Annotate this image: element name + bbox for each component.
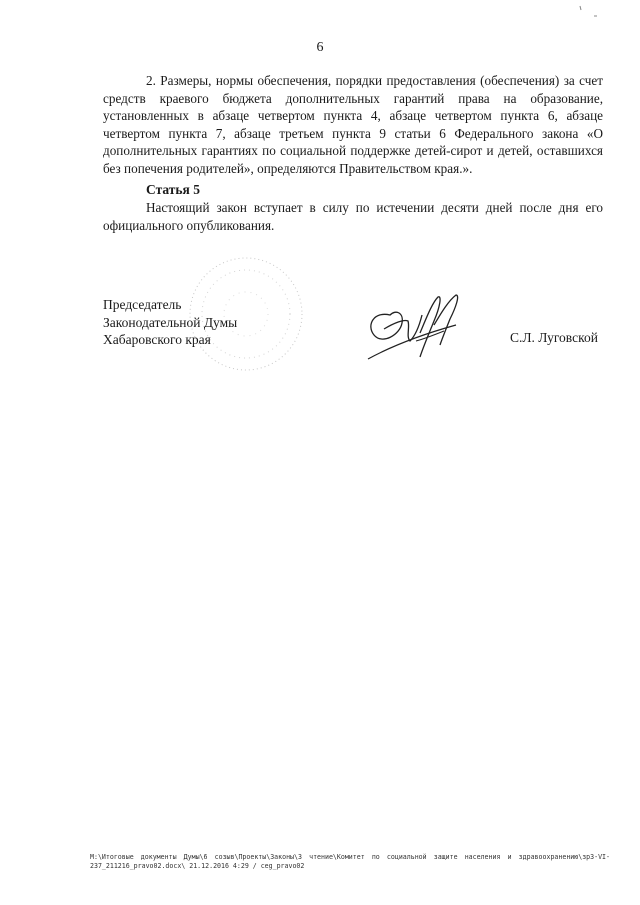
corner-mark [578,4,608,22]
signatory-line-1: Председатель [103,297,182,312]
page-number: 6 [316,40,324,55]
file-path-footer: M:\Итоговые документы Думы\6 созыв\Проекты\Законы\3 чтение\Комитет по социальной защите населения и здравоохранению\зр3-VI-237_211216_pravo02.docx\ 21.12.2016 4:29 / ceg_pravo02 [90,853,610,870]
handwritten-signature [360,285,470,365]
article-5-heading: Статья 5 [146,182,200,197]
signatory-line-2: Законодательной Думы [103,314,238,330]
article-5-text: Настоящий закон вступает в силу по истечении десяти дней после дня его официального опубликования. [103,200,603,233]
signatory-title [103,296,237,349]
signatory-line-3: Хабаровского края [103,332,211,347]
signatory-name: С.Л. Луговской [510,330,598,345]
paragraph-2: 2. Размеры, нормы обеспечения, порядки предоставления (обеспечения) за счет средств краевого бюджета дополнительных гарантий права на образование, установленных в абзаце четвертом пункта 4, абзаце четвертом пункта 6, абзаце четвертом пункта 7, абзаце третьем пункта 9 статьи 6 Федерального закона «О дополнительных гарантиях по социальной поддержке детей-сирот и детей, оставшихся без попечения родителей», определяются Правительством края.». [103,73,603,176]
